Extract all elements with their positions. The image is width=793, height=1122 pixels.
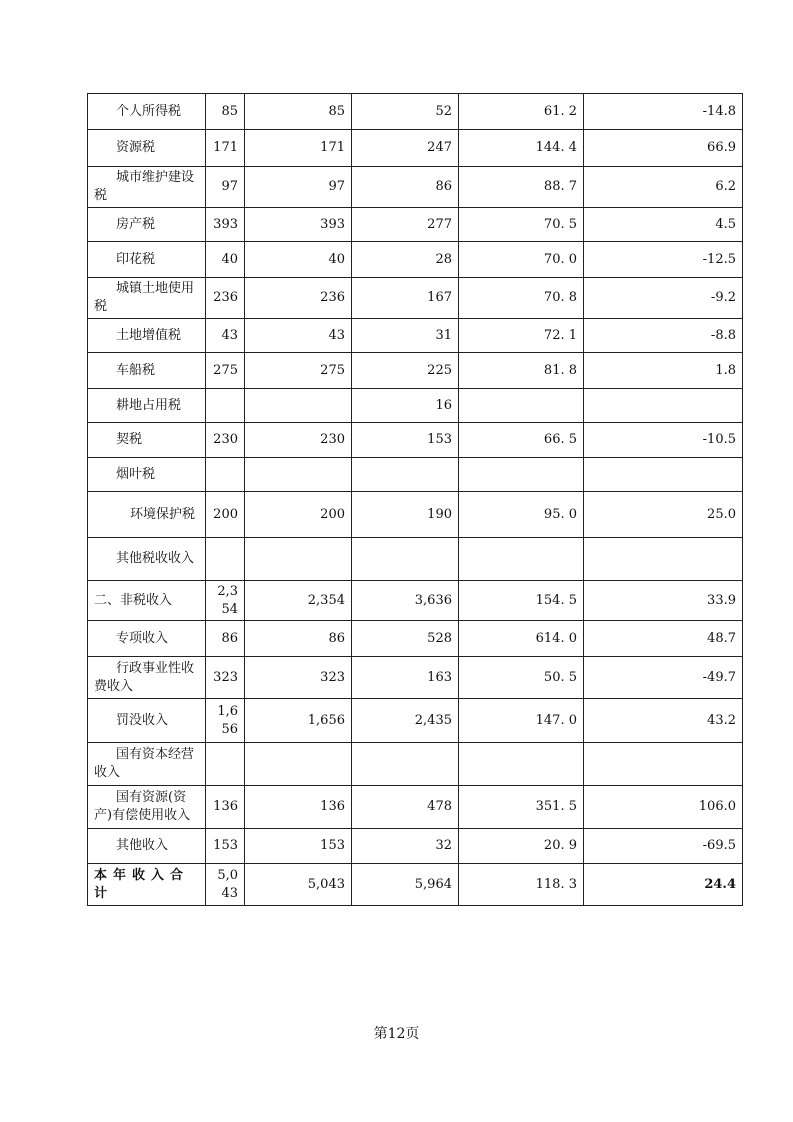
cell-value: 28	[352, 242, 459, 278]
cell-value: 81. 8	[459, 353, 584, 389]
cell-value	[206, 458, 245, 492]
row-label: 其他税收收入	[116, 551, 195, 566]
cell-value: 275	[245, 353, 352, 389]
cell-value: 200	[206, 492, 245, 538]
cell-value: 167	[352, 278, 459, 319]
cell-value: 200	[245, 492, 352, 538]
table-row	[88, 581, 743, 621]
cell-value: 351. 5	[459, 786, 584, 829]
cell-value: 1,656	[245, 699, 352, 743]
cell-value: 230	[206, 423, 245, 458]
cell-value: 163	[352, 657, 459, 699]
cell-value: 2,354	[245, 581, 352, 621]
cell-value: 144. 4	[459, 130, 584, 167]
cell-value	[245, 743, 352, 786]
cell-value	[245, 389, 352, 423]
cell-value: 1.8	[584, 353, 743, 389]
cell-value	[584, 743, 743, 786]
cell-value: 43	[206, 319, 245, 353]
table-row	[88, 621, 743, 657]
cell-value: 16	[352, 389, 459, 423]
cell-value: 70. 0	[459, 242, 584, 278]
cell-value: 43.2	[584, 699, 743, 743]
cell-value: -69.5	[584, 829, 743, 864]
cell-value: 25.0	[584, 492, 743, 538]
table-row	[88, 786, 743, 829]
cell-value	[245, 538, 352, 581]
cell-value: 106.0	[584, 786, 743, 829]
cell-value: 478	[352, 786, 459, 829]
table-row	[88, 699, 743, 743]
cell-value: 277	[352, 208, 459, 242]
cell-value: 50. 5	[459, 657, 584, 699]
cell-value: 190	[352, 492, 459, 538]
cell-value: 20. 9	[459, 829, 584, 864]
cell-value	[206, 743, 245, 786]
cell-value: 1,656	[206, 699, 245, 743]
cell-value: 2,354	[206, 581, 245, 621]
cell-value: 97	[206, 167, 245, 208]
row-label: 土地增值税	[116, 327, 182, 343]
table-row	[88, 242, 743, 278]
cell-value: 5,043	[206, 864, 245, 906]
cell-value: 31	[352, 319, 459, 353]
cell-value: 275	[206, 353, 245, 389]
cell-value	[206, 389, 245, 423]
cell-value: 3,636	[352, 581, 459, 621]
table-row	[88, 829, 743, 864]
cell-value: 236	[245, 278, 352, 319]
cell-value: -12.5	[584, 242, 743, 278]
row-label: 城镇土地使用税	[94, 281, 195, 314]
cell-value: 171	[206, 130, 245, 167]
row-label: 行政事业性收费收入	[94, 660, 195, 694]
cell-value: 24.4	[584, 864, 743, 906]
cell-value: 247	[352, 130, 459, 167]
cell-value: 72. 1	[459, 319, 584, 353]
cell-value: 66. 5	[459, 423, 584, 458]
cell-value: -9.2	[584, 278, 743, 319]
cell-value: 153	[206, 829, 245, 864]
cell-value: 118. 3	[459, 864, 584, 906]
cell-value	[459, 389, 584, 423]
table-row	[88, 657, 743, 699]
cell-value: 154. 5	[459, 581, 584, 621]
cell-value	[459, 538, 584, 581]
row-label: 环境保护税	[130, 506, 196, 522]
row-label: 房产税	[116, 216, 156, 232]
row-label: 国有资源(资产)有偿使用收入	[94, 790, 191, 823]
cell-value	[352, 538, 459, 581]
table-row	[88, 130, 743, 167]
cell-value: 614. 0	[459, 621, 584, 657]
cell-value: 86	[245, 621, 352, 657]
cell-value: -49.7	[584, 657, 743, 699]
row-label: 印花税	[116, 251, 156, 267]
table-row	[88, 423, 743, 458]
row-label: 车船税	[116, 362, 156, 378]
row-label: 专项收入	[116, 630, 169, 646]
cell-value: 85	[245, 94, 352, 130]
cell-value: 32	[352, 829, 459, 864]
cell-value: 393	[206, 208, 245, 242]
cell-value: 323	[206, 657, 245, 699]
cell-value: 95. 0	[459, 492, 584, 538]
cell-value: 5,964	[352, 864, 459, 906]
cell-value: 97	[245, 167, 352, 208]
cell-value: 61. 2	[459, 94, 584, 130]
page-number: 第12页	[373, 1026, 420, 1042]
cell-value: -14.8	[584, 94, 743, 130]
cell-value: 52	[352, 94, 459, 130]
cell-value: 70. 5	[459, 208, 584, 242]
table-row	[88, 94, 743, 130]
cell-value	[352, 743, 459, 786]
row-label: 国有资本经营收入	[94, 747, 195, 780]
table-row	[88, 492, 743, 538]
cell-value: 136	[245, 786, 352, 829]
cell-value: -8.8	[584, 319, 743, 353]
cell-value	[352, 458, 459, 492]
table-row	[88, 743, 743, 786]
row-label: 城市维护建设税	[94, 170, 195, 203]
cell-value	[459, 743, 584, 786]
cell-value: 43	[245, 319, 352, 353]
cell-value: 5,043	[245, 864, 352, 906]
table-row	[88, 353, 743, 389]
cell-value: 40	[245, 242, 352, 278]
cell-value: 86	[352, 167, 459, 208]
cell-value	[245, 458, 352, 492]
cell-value: 70. 8	[459, 278, 584, 319]
row-label: 烟叶税	[116, 466, 156, 482]
cell-value: 147. 0	[459, 699, 584, 743]
row-label: 本年收入合计	[88, 864, 206, 906]
table-row	[88, 458, 743, 492]
cell-value: 86	[206, 621, 245, 657]
row-label: 契税	[116, 432, 143, 447]
cell-value	[206, 538, 245, 581]
cell-value: 225	[352, 353, 459, 389]
cell-value: 6.2	[584, 167, 743, 208]
revenue-table	[87, 93, 743, 906]
table-row	[88, 167, 743, 208]
cell-value: 171	[245, 130, 352, 167]
row-label: 耕地占用税	[116, 397, 182, 413]
cell-value: 2,435	[352, 699, 459, 743]
cell-value: -10.5	[584, 423, 743, 458]
cell-value: 136	[206, 786, 245, 829]
cell-value: 528	[352, 621, 459, 657]
row-label: 罚没收入	[116, 712, 169, 728]
cell-value: 230	[245, 423, 352, 458]
cell-value: 153	[245, 829, 352, 864]
cell-value: 33.9	[584, 581, 743, 621]
table-row	[88, 278, 743, 319]
cell-value	[459, 458, 584, 492]
cell-value: 88. 7	[459, 167, 584, 208]
cell-value	[584, 538, 743, 581]
row-label: 个人所得税	[116, 103, 182, 119]
row-label: 其他收入	[116, 838, 169, 853]
cell-value: 393	[245, 208, 352, 242]
cell-value: 85	[206, 94, 245, 130]
cell-value: 323	[245, 657, 352, 699]
table-row-total	[88, 864, 743, 906]
cell-value: 153	[352, 423, 459, 458]
cell-value: 4.5	[584, 208, 743, 242]
cell-value: 48.7	[584, 621, 743, 657]
cell-value	[584, 458, 743, 492]
table-row	[88, 389, 743, 423]
row-label: 资源税	[116, 140, 156, 155]
cell-value: 66.9	[584, 130, 743, 167]
cell-value: 40	[206, 242, 245, 278]
row-label: 二、非税收入	[94, 592, 173, 608]
table-row	[88, 319, 743, 353]
cell-value: 236	[206, 278, 245, 319]
table-row	[88, 538, 743, 581]
table-row	[88, 208, 743, 242]
cell-value	[584, 389, 743, 423]
